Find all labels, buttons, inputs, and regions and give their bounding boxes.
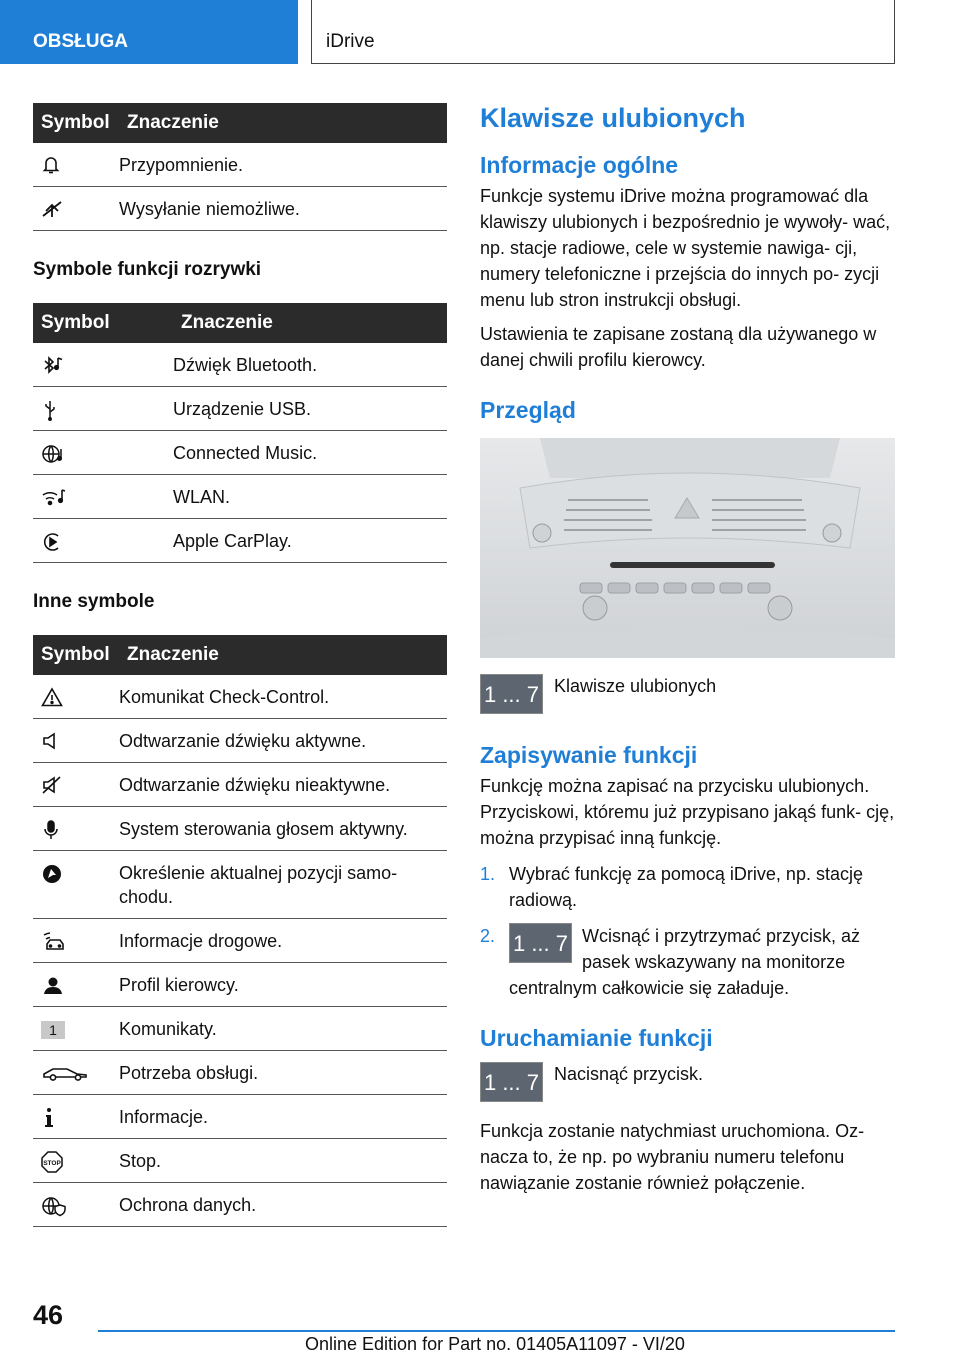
table-row — [33, 1139, 447, 1183]
meaning-text: Dźwięk Bluetooth. — [173, 343, 447, 387]
usb-icon — [41, 399, 59, 421]
overview-heading: Przegląd — [480, 397, 576, 423]
footer-edition: Online Edition for Part no. 01405A11097 - VI/20 — [305, 1334, 685, 1354]
meaning-text: Apple CarPlay. — [173, 519, 447, 563]
meaning-text: Stop. — [119, 1139, 447, 1183]
table-row — [33, 187, 447, 231]
page-number: 46 — [33, 1300, 64, 1330]
driver-profile-icon — [41, 975, 65, 997]
speaker-muted-icon — [41, 775, 63, 795]
info-icon — [41, 1107, 57, 1129]
chapter-header — [311, 0, 895, 64]
table-row — [33, 851, 447, 919]
meaning-text: Urządzenie USB. — [173, 387, 447, 431]
svg-text:STOP: STOP — [43, 1160, 61, 1167]
table-row — [33, 719, 447, 763]
meaning-text: Komunikaty. — [119, 1007, 447, 1051]
meaning-text: Ochrona danych. — [119, 1183, 447, 1227]
table-row — [33, 919, 447, 963]
section-tab — [0, 0, 298, 64]
run-function-paragraph: Funkcja zostanie natychmiast uruchomiona. Oz- nacza to, że np. po wybraniu numeru telefonu nawiązanie zostanie również połączenie. — [480, 1121, 865, 1193]
meaning-text: Przypomnienie. — [119, 143, 447, 187]
meaning-text: Wysyłanie niemożliwe. — [119, 187, 447, 231]
table-row — [33, 1007, 447, 1051]
symbol-table-other — [33, 635, 447, 1227]
column-header-meaning: Znaczenie — [173, 303, 447, 343]
step-text: Wybrać funkcję za pomocą iDrive, np. stację radiową. — [509, 864, 863, 910]
run-caption-text: Nacisnąć przycisk. — [554, 1064, 704, 1084]
speaker-icon — [41, 731, 63, 751]
general-info-paragraph-2: Ustawienia te zapisane zostaną dla używanego w danej chwili profilu kierowcy. — [480, 324, 877, 370]
no-send-icon — [41, 199, 63, 219]
microphone-icon — [41, 819, 61, 841]
symbol-table-messages — [33, 103, 447, 231]
carplay-icon — [41, 531, 63, 553]
section-label: OBSŁUGA — [33, 31, 128, 52]
dashboard-photo — [480, 438, 895, 658]
save-function-paragraph: Funkcję można zapisać na przycisku ulubionych. Przyciskowi, któremu już przypisano jakąś funk- cję, można przypisać inną funkcję. — [480, 776, 895, 848]
footer-divider — [98, 1330, 895, 1332]
table-row — [33, 475, 447, 519]
meaning-text: WLAN. — [173, 475, 447, 519]
column-header-symbol: Symbol — [33, 635, 119, 675]
save-steps-list — [480, 861, 895, 1001]
car-service-icon — [41, 1063, 91, 1083]
step-text: Wcisnąć i przytrzymać przycisk, aż pasek wskazywany na monitorze centralnym całkowicie się załaduje. — [509, 926, 861, 998]
stop-icon — [41, 1151, 63, 1173]
chapter-label: iDrive — [326, 31, 375, 52]
table-row — [33, 1095, 447, 1139]
meaning-text: Określenie aktualnej pozycji samo- chodu. — [119, 851, 447, 919]
table-row — [33, 519, 447, 563]
meaning-text: Informacje. — [119, 1095, 447, 1139]
table-row — [33, 1051, 447, 1095]
step-number: 1. — [480, 864, 496, 884]
table-row — [33, 963, 447, 1007]
list-item — [480, 923, 895, 1001]
overview-caption-text: Klawisze ulubionych — [554, 676, 717, 696]
meaning-text: System sterowania głosem aktywny. — [119, 807, 447, 851]
meaning-text: Informacje drogowe. — [119, 919, 447, 963]
wlan-audio-icon — [41, 487, 67, 509]
table-row — [33, 675, 447, 719]
meaning-text: Profil kierowcy. — [119, 963, 447, 1007]
left-column — [33, 103, 447, 1227]
meaning-text: Potrzeba obsługi. — [119, 1051, 447, 1095]
column-header-symbol: Symbol — [33, 103, 119, 143]
connected-music-icon — [41, 443, 65, 465]
data-privacy-icon — [41, 1195, 67, 1217]
run-caption — [480, 1062, 895, 1102]
bell-icon — [41, 155, 61, 175]
symbol-table-entertainment — [33, 303, 447, 563]
column-header-symbol: Symbol — [33, 303, 173, 343]
table-row — [33, 1183, 447, 1227]
favorite-keys-button[interactable]: 1 ... 7 — [480, 1062, 543, 1102]
warning-triangle-icon — [41, 687, 63, 707]
table-row — [33, 431, 447, 475]
meaning-text: Odtwarzanie dźwięku aktywne. — [119, 719, 447, 763]
column-header-meaning: Znaczenie — [119, 103, 447, 143]
favorite-keys-button[interactable]: 1 ... 7 — [509, 923, 572, 963]
general-info-heading: Informacje ogólne — [480, 152, 679, 178]
bluetooth-audio-icon — [41, 355, 65, 377]
column-header-meaning: Znaczenie — [119, 635, 447, 675]
meaning-text: Connected Music. — [173, 431, 447, 475]
step-number: 2. — [480, 926, 496, 946]
entertainment-symbols-heading: Symbole funkcji rozrywki — [33, 259, 262, 280]
list-item — [480, 861, 895, 913]
general-info-paragraph-1: Funkcje systemu iDrive można programować dla klawiszy ulubionych i bezpośrednio je wywoły- wać, np. stacje radiowe, cele w systemie nawiga- cji, numery telefoniczne i przejścia do innych po- zycji menu lub stron instrukcji obsługi. — [480, 186, 891, 310]
table-row — [33, 387, 447, 431]
other-symbols-heading: Inne symbole — [33, 591, 155, 612]
save-function-heading: Zapisywanie funkcji — [480, 742, 698, 768]
table-row — [33, 763, 447, 807]
position-icon — [41, 863, 63, 885]
meaning-text: Odtwarzanie dźwięku nieaktywne. — [119, 763, 447, 807]
message-counter-icon: 1 — [41, 1021, 65, 1039]
run-function-heading: Uruchamianie funkcji — [480, 1025, 713, 1051]
overview-caption — [480, 674, 895, 714]
table-row — [33, 807, 447, 851]
table-row — [33, 343, 447, 387]
favorites-heading: Klawisze ulubionych — [480, 103, 746, 133]
right-column — [480, 103, 895, 1204]
meaning-text: Komunikat Check-Control. — [119, 675, 447, 719]
traffic-info-icon — [41, 931, 69, 953]
favorite-keys-button[interactable]: 1 ... 7 — [480, 674, 543, 714]
table-row — [33, 143, 447, 187]
